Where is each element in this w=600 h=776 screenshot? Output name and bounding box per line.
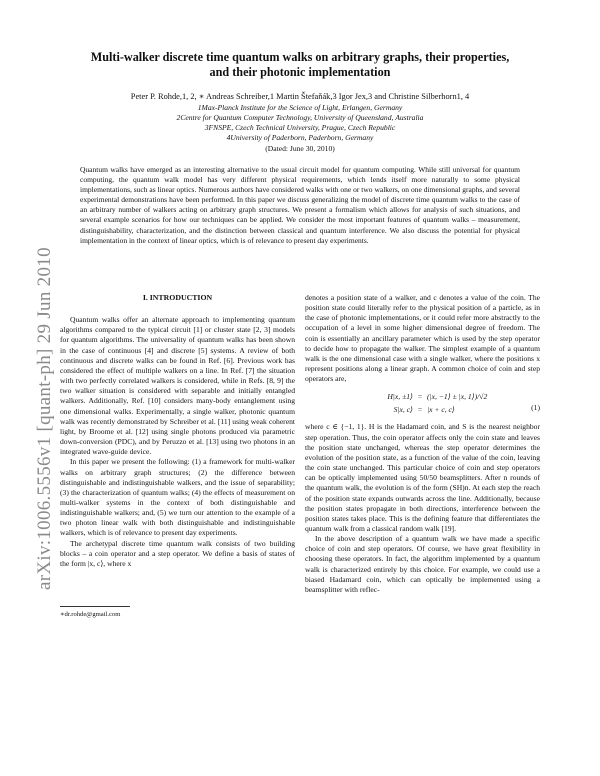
equation-1: [305, 390, 540, 416]
intro-paragraph-1: Quantum walks offer an alternate approach to implementing quantum algorithms compared to the typical circuit [1] or cluster state [2, 3] models for quantum algorithms. The universality of quantum walks has been shown in the case of continuous [4] and discrete [5] systems. A review of both continuous and discrete walks can be found in Ref. [6]. Previous work has considered the effect of multiple walkers on a line. In Ref. [7] the situation with two perfectly correlated walkers is considered, while in Refs. [8, 9] the two walker situation is considered with separable and initially entangled walkers. Additionally, Ref. [10] considers many-body entanglement using one dimensional walks. Experimentally, a single walker, photonic quantum walk was recently demonstrated by Schreiber et al. [11] using weak coherent light, by Broome et al. [12] using single photons produced via parametric down-conversion (PDC), and by Peruzzo et al. [13] using two photons in an integrated wave-guide device.: [60, 315, 295, 457]
arxiv-identifier: arXiv:1006.5556v1 [quant-ph] 29 Jun 2010: [34, 247, 55, 590]
paper-date: (Dated: June 30, 2010): [265, 144, 335, 153]
equation-row-coin: [305, 390, 540, 403]
right-paragraph-3: In the above description of a quantum walk we have made a specific choice of coin and step operators. Of course, we have great flexibility in choosing these operators. In fact, the algorithm implemented by a quantum walk is characterized entirely by this choice. For example, we could use a biased Hadamard coin, which can optically be implemented using a beamsplitter with reflec-: [305, 534, 540, 594]
affiliation-2: 2Centre for Quantum Computer Technology, University of Queensland, Australia: [176, 113, 424, 122]
footnote-rule: [60, 606, 130, 607]
affiliation-3: 3FNSPE, Czech Technical University, Prague, Czech Republic: [204, 123, 396, 132]
equation-number: (1): [531, 403, 540, 413]
intro-paragraph-2: In this paper we present the following: (1) a framework for multi-walker walks on arbitrary graph structures; (2) the difference between distinguishable and indistinguishable walkers, and the issue of separability; (3) the characterization of quantum walks; (4) the effects of measurement on multi-walker systems in the context of both distinguishable and indistinguishable walkers; and, (5) we turn our attention to the example of a two photon linear walk with both distinguishable and indistinguishable walkers, which is of relevance to present day experiments.: [60, 457, 295, 538]
left-column: [60, 293, 295, 595]
intro-paragraph-3: The archetypal discrete time quantum walk consists of two building blocks – a coin operator and a step operator. We define a basis of states of the form |x, c⟩, where x: [60, 538, 295, 568]
equals-sign: =: [417, 392, 423, 402]
footnote-email: ∗dr.rohde@gmail.com: [60, 611, 121, 618]
author-list: Peter P. Rohde,1, 2, ∗ Andreas Schreiber,1 Martin Štefaňák,3 Igor Jex,3 and Christine Silberhorn1, 4: [130, 92, 470, 101]
affiliation-1: 1Max-Planck Institute for the Science of Light, Erlangen, Germany: [197, 103, 403, 112]
equals-sign: =: [417, 405, 423, 415]
right-column: [305, 293, 540, 595]
equation-row-step: [305, 403, 540, 416]
affiliation-4: 4University of Paderborn, Paderborn, Germany: [226, 133, 374, 142]
equation-rhs: (|x, −1⟩ ± |x, 1⟩)/√2: [427, 392, 488, 402]
equation-rhs: |x + c, c⟩: [427, 405, 455, 415]
affiliation-list: [60, 103, 540, 143]
paper-title: Multi-walker discrete time quantum walks on arbitrary graphs, their properties, and their photonic implementation: [90, 50, 510, 79]
right-paragraph-2: where c ∈ {−1, 1}. H is the Hadamard coin, and S is the nearest neighbor step operation. Thus, the coin operator affects only the coin state and leaves the position state unchanged, whereas the step operator determines the evolution of the position state, as a function of the value of the coin, leaving the coin state unchanged. This particular choice of coin and step operators can be optically implemented using 50/50 beamsplitters. After n rounds of the quantum walk, the evolution is of the form (SH)n. At each step the reach of the position state expands outwards across the line. Additionally, because the position states propagate in both directions, interference between the position states takes place. This is the defining feature that differentiates the quantum walk from a classical random walk [19].: [305, 422, 540, 533]
section-heading: I. INTRODUCTION: [142, 293, 213, 302]
equation-lhs: H|x, ±1⟩: [387, 392, 413, 402]
equation-lhs: S|x, c⟩: [393, 405, 413, 415]
abstract: Quantum walks have emerged as an interesting alternative to the usual circuit model for quantum computing. While still universal for quantum computing, the quantum walk model has very different physical requirements, which lends itself more naturally to some physical implementations, such as linear optics. Numerous authors have considered walks with one or two walkers, on one dimensional graphs, and several experimental demonstrations have been performed. In this paper we discuss generalizing the model of discrete time quantum walks to the case of an arbitrary number of walkers acting on arbitrary graph structures. We present a formalism which allows for analysis of such situations, and several example scenarios for how our techniques can be applied. We consider the most important features of quantum walks – measurement, distinguishability, characterization, and the distinction between classical and quantum interference. We also discuss the potential for physical implementation in the context of linear optics, which is of relevance to present day experiments.: [80, 165, 520, 245]
right-paragraph-1: denotes a position state of a walker, and c denotes a value of the coin. The position state could literally refer to the physical position of a particle, as in the case of photonic implementations, or it could refer more abstractly to the occupation of a level in some higher dimensional degree of freedom. The coin is essentially an ancillary parameter which is used by the step operator to decide how to propagate the walker. The simplest example of a quantum walk is the one dimensional case with a single walker, where the positions x represent positions along a linear graph. A common choice of coin and step operators are,: [305, 293, 540, 384]
arxiv-sidebar: [14, 190, 54, 590]
body-columns: [60, 293, 540, 595]
paper-page: [60, 50, 540, 618]
